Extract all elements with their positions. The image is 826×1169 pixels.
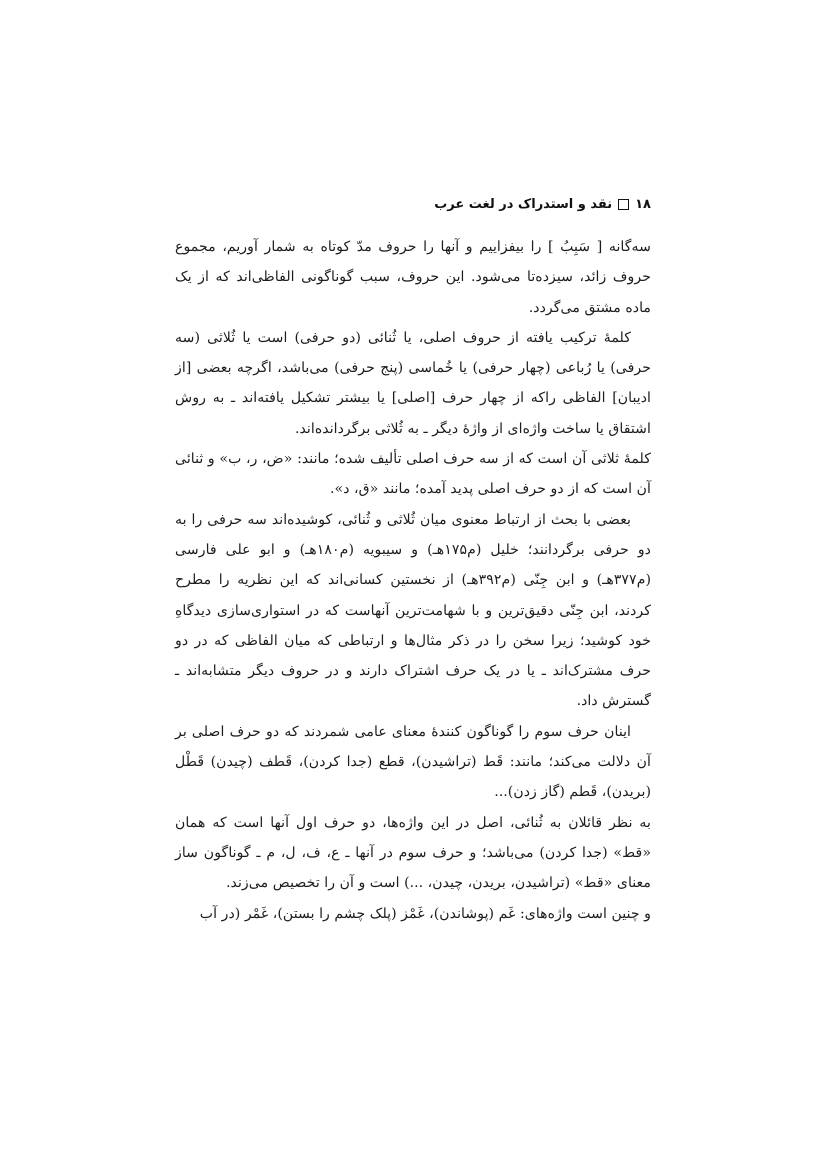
book-title: نقد و استدراک در لغت عرب	[434, 197, 613, 212]
paragraph: کلمهٔ ترکیب یافته از حروف اصلی، یا ثُنائی (دو حرفی) است یا ثُلاثی (سه حرفی) یا رُباعی (چهار حرفی) یا خُماسی (پنج حرفی) می‌باشد، اگرچه بعضی [از ادیبان] الفاظی راکه از چهار حرف [اصلی] یا بیشتر تشکیل یافته‌اند ـ به روش اشتقاق یا ساخت واژه‌ای از واژهٔ دیگر ـ به ثُلاثی برگردانده‌اند.	[175, 329, 651, 437]
body-text	[175, 232, 651, 929]
paragraph: سه‌گانه [ سَبِبُ ] را بیفزاییم و آنها را حروف مدّ کوتاه به شمار آوریم، مجموع حروف زائد، سیزده‌تا می‌شود. این حروف، سبب گوناگونی الفاظی‌اند که از یک ماده مشتق می‌گردد.	[175, 239, 651, 316]
paragraph: اینان حرف سوم را گوناگون کنندهٔ معنای عامی شمردند که دو حرف اصلی بر آن دلالت می‌کند؛ مانند: قَط (تراشیدن)، قطع (جدا کردن)، قَطف (چیدن) قَطْل (بریدن)، قَطم (گاز زدن)...	[175, 723, 651, 801]
paragraph: و چنین است واژه‌های: غَم (پوشاندن)، غَمْز (پلک چشم را بستن)، غَمْر (در آب	[199, 905, 651, 922]
square-ornament-icon	[618, 199, 629, 210]
page-number: ۱۸	[635, 197, 651, 212]
paragraph: به نظر قائلان به ثُنائی، اصل در این واژه‌ها، دو حرف اول آنها است که همان «قط» (جدا کردن) می‌باشد؛ و حرف سوم در آنها ـ ع، ف، ل، م ـ گوناگون ساز معنای «قط» (تراشیدن، بریدن، چیدن، ...) است و آن را تخصیص می‌زند.	[175, 814, 651, 892]
paragraph: بعضی با بحث از ارتباط معنوی میان ثُلاثی و ثُنائی، کوشیده‌اند سه حرفی را به دو حرفی برگردانند؛ خلیل (م۱۷۵هـ) و سیبویه (م۱۸۰هـ) و ابو علی فارسی (م۳۷۷هـ) و ابن جِنّی (م۳۹۲هـ) از نخستین کسانی‌اند که این نظریه را مطرح کردند، ابن جِنّی دقیق‌ترین و با شهامت‌ترین آنهاست که در استواری‌سازی دیدگاهِ خود کوشید؛ زیرا سخن را در ذکر مثال‌ها و ارتباطی که میان الفاظی که در دو حرف مشترک‌اند ـ یا در یک حرف اشتراک دارند و در حروف دیگر متشابه‌اند ـ گسترش داد.	[175, 511, 652, 710]
running-header	[175, 197, 651, 212]
paragraph: کلمهٔ ثلاثی آن است که از سه حرف اصلی تألیف شده؛ مانند: «ض، ر، ب» و ثنائی آن است که از دو حرف اصلی پدید آمده؛ مانند «ق، د».	[175, 451, 651, 498]
